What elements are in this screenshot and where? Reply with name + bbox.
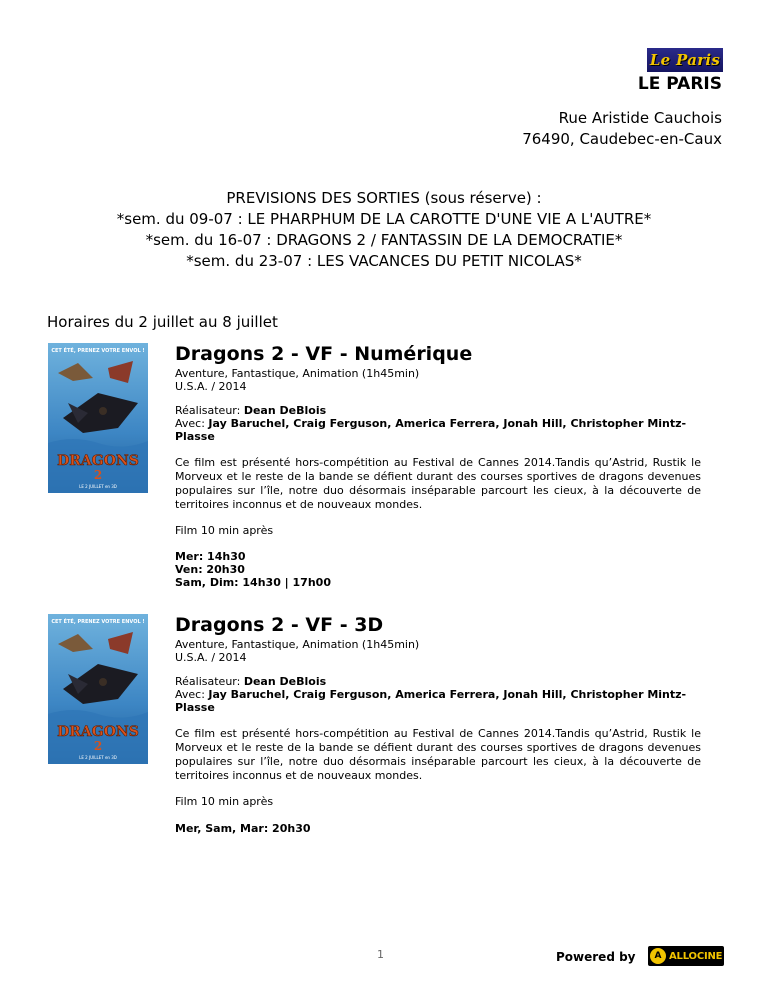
showtime-line: Sam, Dim: 14h30 | 17h00 [175, 576, 331, 589]
svg-text:LE 2 JUILLET en 3D: LE 2 JUILLET en 3D [79, 484, 117, 489]
svg-text:CET ÉTÉ, PRENEZ VOTRE ENVOL !: CET ÉTÉ, PRENEZ VOTRE ENVOL ! [51, 619, 145, 625]
prevision-line: *sem. du 09-07 : LE PHARPHUM DE LA CAROTTE D'UNE VIE A L'AUTRE* [116, 210, 652, 228]
upcoming-releases [0, 188, 768, 272]
movie-origin: U.S.A. / 2014 [175, 651, 247, 664]
cast-label: Avec: [175, 688, 205, 701]
showtimes [175, 822, 311, 835]
svg-text:2: 2 [93, 739, 103, 753]
cast-names: Jay Baruchel, Craig Ferguson, America Ferrera, Jonah Hill, Christopher Mintz-Plasse [175, 417, 687, 443]
movie-synopsis: Ce film est présenté hors-compétition au Festival de Cannes 2014.Tandis qu’Astrid, Rustik le Morveux et le reste de la bande se défient durant des courses sportives de dragons devenues populaires sur l’île, notre duo désormais inséparable parcourt les cieux, à la découverte de territoires inconnus et de nouveaux mondes. [175, 727, 701, 782]
dragons-poster-image [48, 343, 148, 493]
cinema-name: LE PARIS [637, 74, 722, 94]
cinema-logo: Le Paris [647, 48, 723, 72]
movie-synopsis: Ce film est présenté hors-compétition au Festival de Cannes 2014.Tandis qu’Astrid, Rustik le Morveux et le reste de la bande se défient durant des courses sportives de dragons devenues populaires sur l’île, notre duo désormais inséparable parcourt les cieux, à la découverte de territoires inconnus et de nouveaux mondes. [175, 456, 701, 511]
page-number: 1 [377, 948, 384, 961]
svg-text:LE 2 JUILLET en 3D: LE 2 JUILLET en 3D [79, 755, 117, 760]
address-street: Rue Aristide Cauchois [558, 109, 722, 127]
svg-text:DRAGONS: DRAGONS [57, 453, 139, 469]
cast-line [175, 688, 701, 714]
address-city: 76490, Caudebec-en-Caux [522, 130, 722, 148]
cast-label: Avec: [175, 417, 205, 430]
cast-names: Jay Baruchel, Craig Ferguson, America Ferrera, Jonah Hill, Christopher Mintz-Plasse [175, 688, 687, 714]
previsions-heading: PREVISIONS DES SORTIES (sous réserve) : [226, 189, 542, 207]
movie-title: Dragons 2 - VF - 3D [175, 614, 384, 636]
allocine-label: ALLOCINE [669, 950, 723, 962]
director-label: Réalisateur: [175, 404, 241, 417]
movie-poster [48, 343, 148, 493]
showtime-line: Mer: 14h30 [175, 550, 246, 563]
prevision-line: *sem. du 23-07 : LES VACANCES DU PETIT NICOLAS* [186, 252, 582, 270]
showtime-line: Mer, Sam, Mar: 20h30 [175, 822, 311, 835]
svg-text:2: 2 [93, 468, 103, 482]
movie-note: Film 10 min après [175, 795, 274, 808]
movie-genre: Aventure, Fantastique, Animation (1h45min) [175, 367, 420, 380]
movie-title: Dragons 2 - VF - Numérique [175, 343, 473, 365]
director-line [175, 675, 701, 688]
director-label: Réalisateur: [175, 675, 241, 688]
allocine-logo[interactable] [648, 946, 724, 966]
movie-origin: U.S.A. / 2014 [175, 380, 247, 393]
allocine-badge-icon: A [650, 948, 666, 964]
movie-note: Film 10 min après [175, 524, 274, 537]
svg-text:CET ÉTÉ, PRENEZ VOTRE ENVOL !: CET ÉTÉ, PRENEZ VOTRE ENVOL ! [51, 348, 145, 354]
movie-poster [48, 614, 148, 764]
cast-line [175, 417, 701, 443]
prevision-line: *sem. du 16-07 : DRAGONS 2 / FANTASSIN DE LA DEMOCRATIE* [145, 231, 623, 249]
director-name: Dean DeBlois [243, 404, 327, 417]
schedule-heading: Horaires du 2 juillet au 8 juillet [47, 313, 278, 331]
movie-credits [175, 404, 701, 443]
showtime-line: Ven: 20h30 [175, 563, 245, 576]
movie-credits [175, 675, 701, 714]
cinema-address [522, 108, 722, 150]
svg-text:DRAGONS: DRAGONS [57, 724, 139, 740]
powered-by-label: Powered by [556, 950, 636, 964]
movie-genre: Aventure, Fantastique, Animation (1h45min) [175, 638, 420, 651]
director-line [175, 404, 701, 417]
showtimes [175, 550, 331, 589]
dragons-poster-image [48, 614, 148, 764]
director-name: Dean DeBlois [243, 675, 327, 688]
